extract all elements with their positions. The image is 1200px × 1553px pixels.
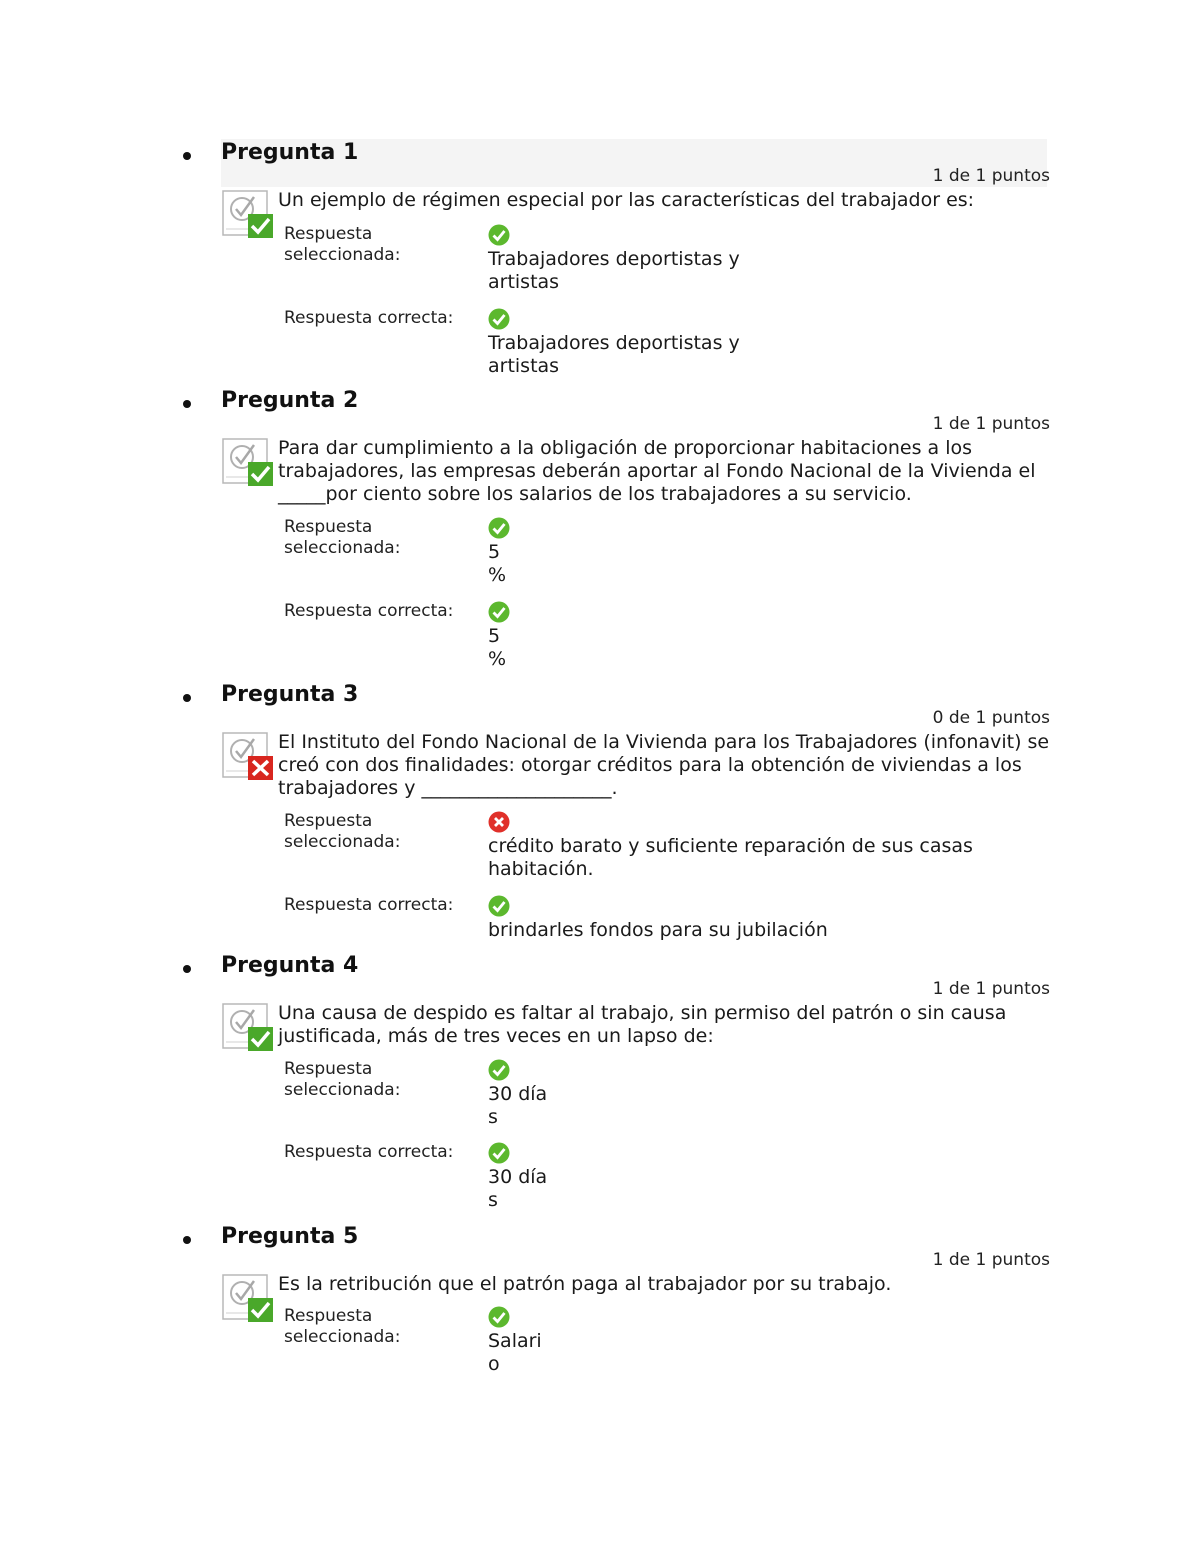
correct-answer-label: Respuesta correcta: [284, 895, 454, 915]
check-circle-icon [488, 1059, 510, 1081]
list-bullet [183, 965, 191, 973]
check-circle-icon [488, 601, 510, 623]
question-points: 0 de 1 puntos [932, 708, 1050, 728]
correct-answer-value: 30 días [488, 1166, 548, 1211]
question-correct-icon [222, 437, 274, 487]
x-circle-icon [488, 811, 510, 833]
list-bullet [183, 1236, 191, 1244]
selected-answer-value: Trabajadores deportistas y artistas [488, 248, 740, 293]
question-points: 1 de 1 puntos [932, 414, 1050, 434]
check-circle-icon [488, 1142, 510, 1164]
correct-answer-label: Respuesta correcta: [284, 308, 454, 328]
question-points: 1 de 1 puntos [932, 1250, 1050, 1270]
check-circle-icon [488, 895, 510, 917]
question-text: Es la retribución que el patrón paga al trabajador por su trabajo. [278, 1273, 892, 1295]
check-circle-icon [488, 308, 510, 330]
question-correct-icon [222, 1002, 274, 1052]
selected-answer-value: Salario [488, 1330, 542, 1375]
question-text: El Instituto del Fondo Nacional de la Vivienda para los Trabajadores (infonavit) se creó con dos finalidades: otorgar créditos para la obtención de viviendas a los trabajadores y ____________________. [278, 731, 1050, 799]
question-correct-icon [222, 189, 274, 239]
check-circle-icon [488, 517, 510, 539]
selected-answer-value: 30 días [488, 1083, 548, 1128]
question-title: Pregunta 5 [221, 1224, 359, 1249]
selected-answer-label: Respuesta seleccionada: [284, 811, 401, 852]
question-text: Una causa de despido es faltar al trabajo, sin permiso del patrón o sin causa justificada, más de tres veces en un lapso de: [278, 1002, 1007, 1047]
correct-answer-label: Respuesta correcta: [284, 1142, 454, 1162]
list-bullet [183, 400, 191, 408]
question-incorrect-icon [222, 731, 274, 781]
check-circle-icon [488, 1306, 510, 1328]
question-points: 1 de 1 puntos [932, 979, 1050, 999]
question-text: Para dar cumplimiento a la obligación de proporcionar habitaciones a los trabajadores, las empresas deberán aportar al Fondo Nacional de la Vivienda el _____por ciento sobre los salarios de los trabajadores a su servicio. [278, 437, 1036, 505]
correct-answer-label: Respuesta correcta: [284, 601, 454, 621]
correct-answer-value: Trabajadores deportistas y artistas [488, 332, 740, 377]
correct-answer-value: brindarles fondos para su jubilación [488, 919, 828, 941]
list-bullet [183, 694, 191, 702]
question-title: Pregunta 1 [221, 140, 359, 165]
list-bullet [183, 152, 191, 160]
selected-answer-value: crédito barato y suficiente reparación de sus casas habitación. [488, 835, 973, 880]
selected-answer-value: 5 % [488, 541, 507, 586]
selected-answer-label: Respuesta seleccionada: [284, 1059, 401, 1100]
question-text: Un ejemplo de régimen especial por las características del trabajador es: [278, 189, 975, 211]
question-points: 1 de 1 puntos [932, 166, 1050, 186]
question-title: Pregunta 4 [221, 953, 359, 978]
selected-answer-label: Respuesta seleccionada: [284, 224, 401, 265]
selected-answer-label: Respuesta seleccionada: [284, 1306, 401, 1347]
check-circle-icon [488, 224, 510, 246]
selected-answer-label: Respuesta seleccionada: [284, 517, 401, 558]
question-title: Pregunta 3 [221, 682, 359, 707]
correct-answer-value: 5 % [488, 625, 507, 670]
question-correct-icon [222, 1273, 274, 1323]
question-title: Pregunta 2 [221, 388, 359, 413]
